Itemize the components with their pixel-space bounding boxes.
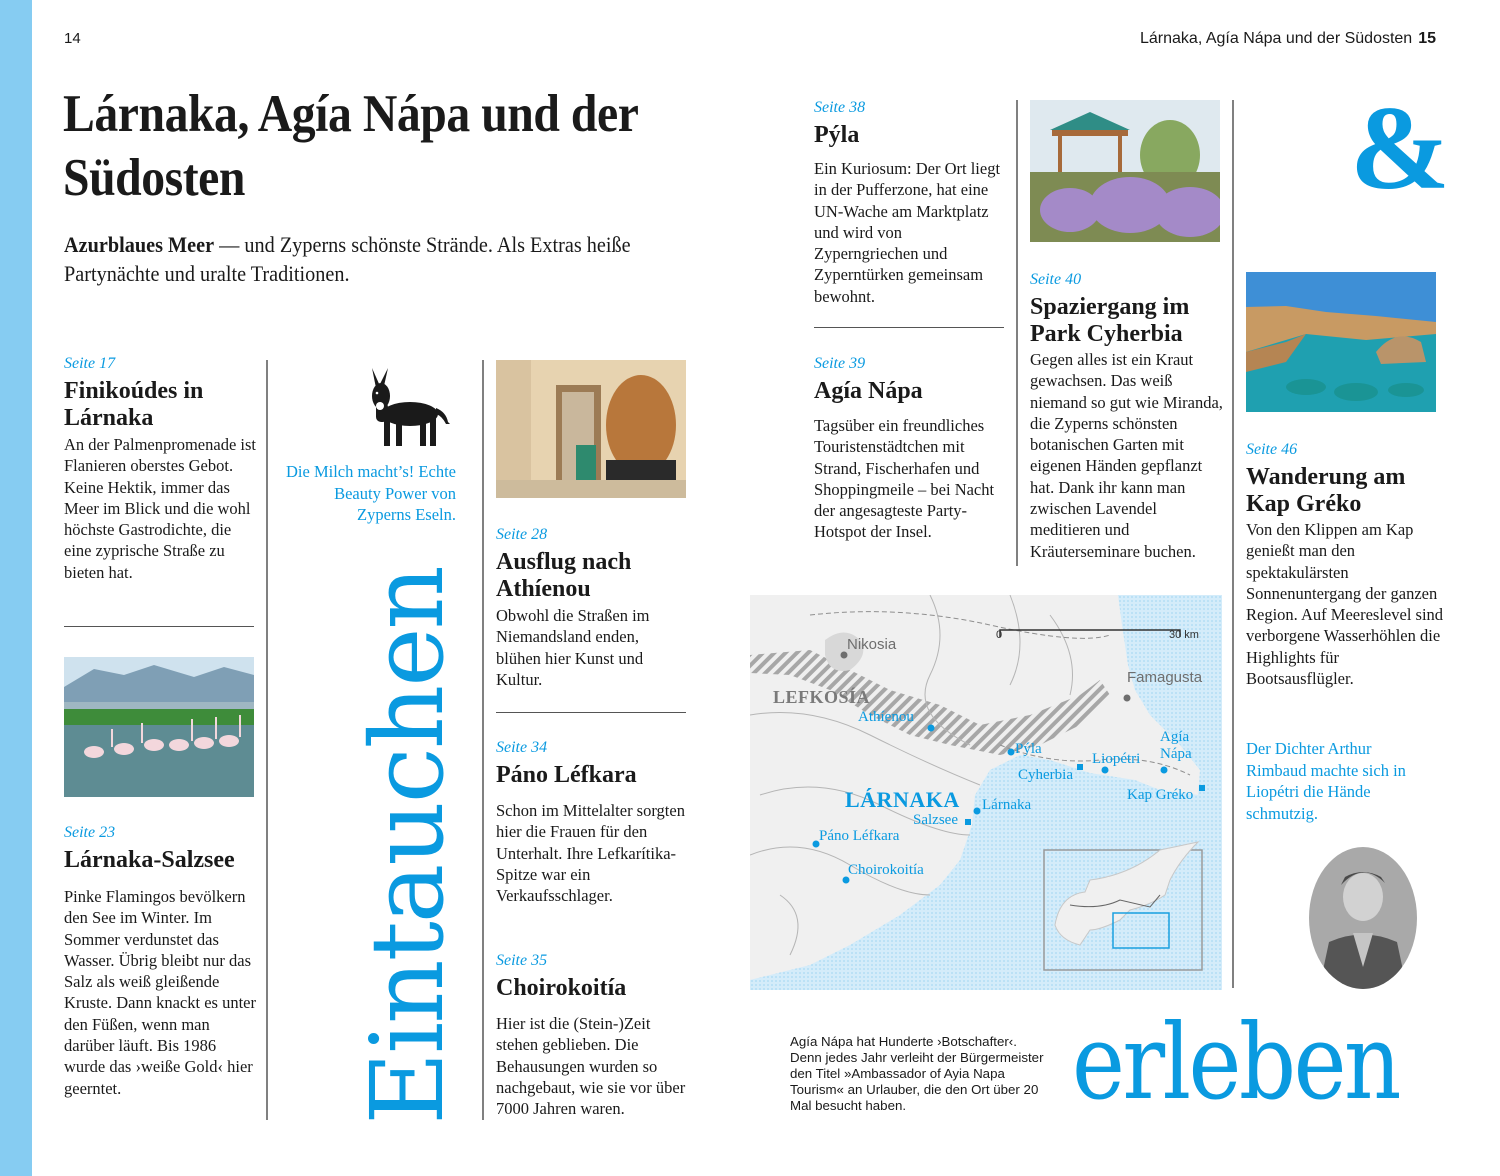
entry-finikoudes	[64, 354, 260, 583]
page-reference: Seite 28	[496, 526, 548, 543]
page-reference: Seite 17	[64, 355, 116, 372]
entry-body: Obwohl die Straßen im Niemandsland enden, blühen hier Kunst und Kultur.	[496, 606, 650, 689]
region-map	[750, 595, 1222, 990]
entry-body: Tagsüber ein freundliches Touristenstädtchen mit Strand, Fischerhafen und Shoppingmeile – bei Nacht der angesagteste Party-Hotspot der Insel.	[814, 416, 995, 542]
page-title: Lárnaka, Agía Nápa und der Südosten	[63, 85, 638, 207]
vertical-word-eintauchen	[349, 567, 466, 1125]
rimbaud-portrait	[1309, 847, 1417, 989]
divider	[814, 327, 1004, 328]
entry-body: Schon im Mittelalter sorgten hier die Frauen für den Unterhalt. Ihre Lefkarítika-Spitze war ein Verkaufsschlager.	[496, 801, 685, 906]
mural-photo	[496, 360, 686, 498]
entry-agia-napa	[814, 354, 1006, 543]
entry-title: Lárnaka-Salzsee	[64, 847, 235, 873]
vertical-word-text: Eintauchen	[349, 567, 466, 1125]
page-number-left: 14	[64, 30, 81, 47]
rimbaud-note: Der Dichter Arthur Rimbaud machte sich in Liopétri die Hände schmutzig.	[1246, 739, 1406, 823]
entry-kap-greko	[1246, 440, 1446, 689]
entry-athienou	[496, 525, 686, 690]
entry-title: Ausflug nach Athíenou	[496, 549, 632, 602]
entry-body: Pinke Flamingos bevölkern den See im Winter. Im Sommer verdunstet das Wasser. Übrig bleibt nur das Salz als weiß gleißende Kruste. Dann knackt es unter den Füßen, wenn man darüber läuft. Bis 1986 wurde das ›weiße Gold‹ hier geerntet.	[64, 887, 256, 1098]
entry-title: Páno Léfkara	[496, 762, 637, 788]
map-label-pyla: Pýla	[1015, 741, 1042, 757]
page-number-right: 15	[1418, 30, 1436, 47]
entry-title: Wanderung am Kap Gréko	[1246, 464, 1406, 517]
map-label-nikosia: Nikosia	[847, 636, 897, 653]
page-reference: Seite 23	[64, 824, 116, 841]
map-region-lefkosia: LEFKOSÍA	[773, 687, 871, 707]
entry-title: Choirokoitía	[496, 975, 627, 1001]
entry-body: An der Palmenpromenade ist Flanieren oberstes Gebot. Keine Hektik, immer das Meer im Blick und die wohl höchste Gastrodichte, die eine zyprische Straße zu bieten hat.	[64, 435, 256, 582]
entry-body: Von den Klippen am Kap genießt man den spektakulärsten Sonnenuntergang der ganzen Region. Auf Meereslevel sind verborgene Wasserhöhlen die Highlights für Bootsausflügler.	[1246, 520, 1444, 689]
map-scale-start: 0	[996, 629, 1003, 641]
donkey-note: Die Milch macht’s! Echte Beauty Power von Zyperns Eseln.	[286, 462, 456, 524]
map-label-larnaka: Lárnaka	[982, 797, 1032, 813]
entry-cyherbia	[1030, 270, 1226, 562]
entry-salzsee	[64, 823, 260, 1099]
map-scale-end: 30 km	[1169, 629, 1199, 641]
entry-body: Hier ist die (Stein-)Zeit stehen geblieben. Die Behausungen wurden so nachgebaut, wie sie vor über 7000 Jahren waren.	[496, 1014, 686, 1119]
running-head	[1140, 30, 1436, 48]
entry-body: Gegen alles ist ein Kraut gewachsen. Das weiß niemand so gut wie Miranda, die Zyperns schönsten botanischen Garten mit eigenen Händen gepflanzt hat. Dank ihr kann man zwischen Lavendel meditieren und Kräuterseminare buchen.	[1030, 350, 1223, 561]
decor-word-erleben: erleben	[1072, 1001, 1399, 1123]
intro-text	[64, 230, 634, 288]
ambassador-note: Agía Nápa hat Hunderte ›Botschafter‹. Denn jedes Jahr verleiht der Bürgermeister den Titel »Ambassador of Ayia Napa Tourism« an Urlauber, die den Ort über 20 Mal besucht haben.	[790, 1034, 1044, 1113]
divider	[64, 626, 254, 627]
page-edge-strip	[0, 0, 32, 1176]
map-region-larnaka: LÁRNAKA	[845, 787, 960, 812]
entry-body: Ein Kuriosum: Der Ort liegt in der Pufferzone, hat eine UN-Wache am Marktplatz und wird von Zyperngriechen und Zyperntürken gemeinsam bewohnt.	[814, 159, 1001, 306]
page-reference: Seite 46	[1246, 441, 1298, 458]
gazebo-photo	[1030, 100, 1220, 242]
running-head-title: Lárnaka, Agía Nápa und der Südosten	[1140, 30, 1413, 47]
map-label-kap-greko: Kap Gréko	[1127, 787, 1194, 803]
page-reference: Seite 40	[1030, 271, 1082, 288]
entry-title: Finikoúdes in Lárnaka	[64, 378, 204, 431]
page-reference: Seite 38	[814, 99, 866, 116]
ampersand-decor: &	[1350, 81, 1450, 214]
map-label-athienou: Athíenou	[858, 709, 914, 725]
column-divider	[1232, 100, 1234, 988]
map-label-cyherbia: Cyherbia	[1018, 767, 1073, 783]
intro-rest: — und Zyperns schönste Strände. Als Extras heiße Partynächte und uralte Traditionen.	[64, 232, 631, 286]
column-divider	[482, 360, 484, 1120]
page-reference: Seite 34	[496, 739, 548, 756]
map-label-famagusta: Famagusta	[1127, 669, 1203, 686]
cape-greco-photo	[1246, 272, 1436, 412]
entry-title: Pýla	[814, 122, 860, 148]
entry-pyla	[814, 98, 1006, 307]
page-reference: Seite 35	[496, 952, 548, 969]
column-divider	[1016, 100, 1018, 566]
map-label-agia-napa: Agía Nápa	[1160, 729, 1192, 762]
map-label-choirokoitia: Choirokoitía	[848, 862, 924, 878]
entry-title: Agía Nápa	[814, 378, 923, 404]
flamingos-photo	[64, 657, 254, 797]
map-label-pano-lefkara: Páno Léfkara	[819, 828, 900, 844]
page-reference: Seite 39	[814, 355, 866, 372]
intro-bold: Azurblaues Meer	[64, 232, 215, 257]
entry-pano-lefkara	[496, 738, 686, 906]
column-divider	[266, 360, 268, 1120]
map-label-salzsee: Salzsee	[913, 812, 958, 828]
entry-choirokoitia	[496, 951, 686, 1119]
donkey-icon	[362, 366, 452, 450]
map-label-liopetri: Liopétri	[1092, 751, 1141, 767]
divider	[496, 712, 686, 713]
entry-title: Spaziergang im Park Cyherbia	[1030, 294, 1190, 347]
